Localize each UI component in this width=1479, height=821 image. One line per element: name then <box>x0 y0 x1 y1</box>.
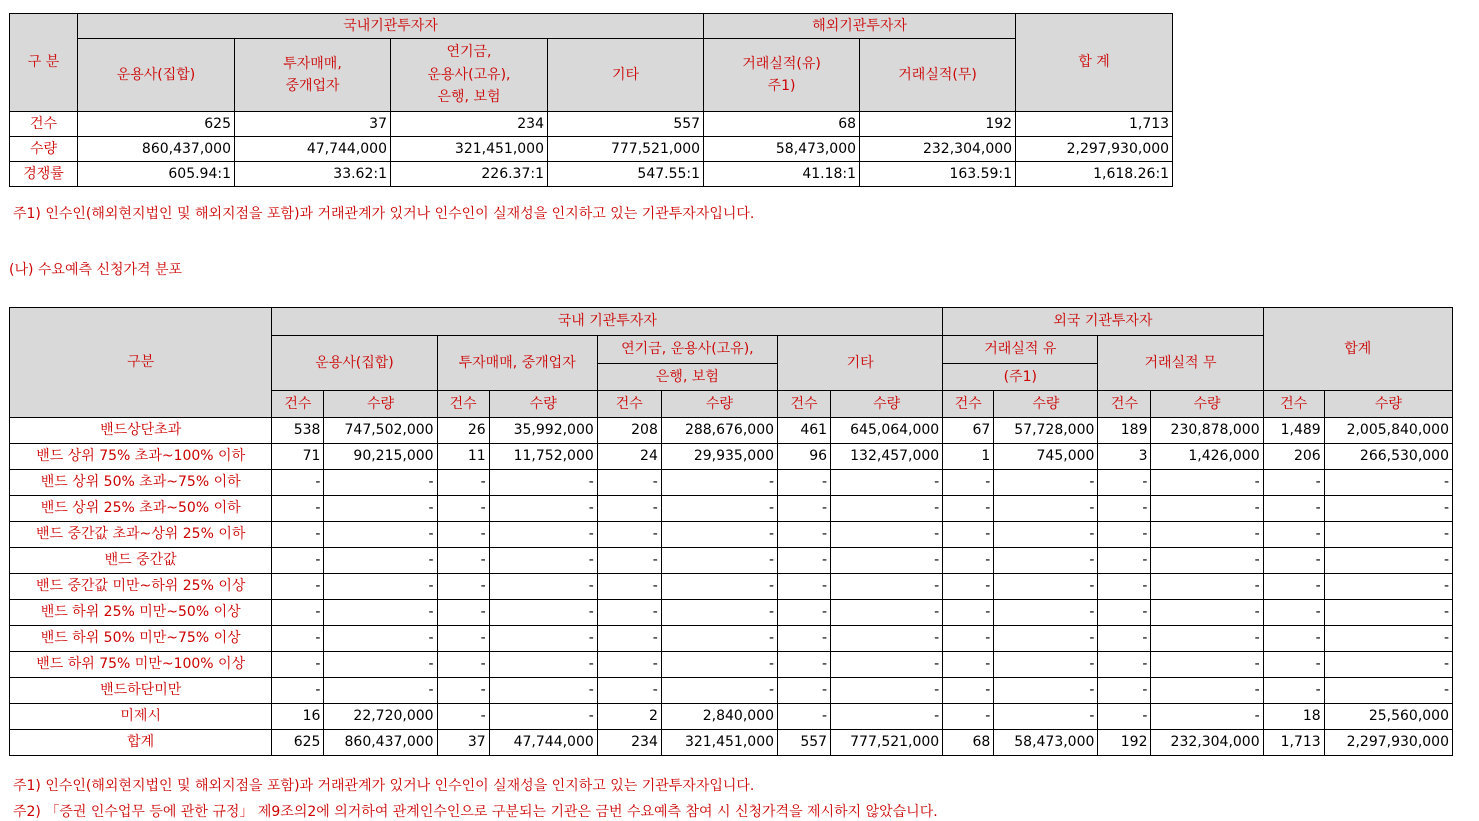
table-cell: - <box>831 522 943 548</box>
table-cell: - <box>943 574 994 600</box>
table-row <box>10 444 1453 470</box>
table-cell: - <box>994 574 1098 600</box>
table-cell: - <box>1098 574 1151 600</box>
table-cell: 605.94:1 <box>78 162 235 187</box>
table-cell: 33.62:1 <box>235 162 391 187</box>
table-row <box>10 112 1173 137</box>
table-cell: - <box>943 626 994 652</box>
table-row <box>10 418 1453 444</box>
table-row <box>10 652 1453 678</box>
subheader-count: 건수 <box>1098 391 1151 418</box>
header-pension-bank-insurance <box>597 336 777 391</box>
table-cell: - <box>1151 678 1263 704</box>
subheader-col-2: 투자매매, 중개업자 <box>235 39 391 112</box>
table-cell: 461 <box>778 418 831 444</box>
table-cell: - <box>1263 496 1324 522</box>
table-cell: 68 <box>943 730 994 756</box>
table-cell: 2,840,000 <box>661 704 777 730</box>
table-cell: - <box>1263 574 1324 600</box>
table-cell: 208 <box>597 418 661 444</box>
table-cell: - <box>778 470 831 496</box>
table-cell: - <box>994 470 1098 496</box>
table-cell: - <box>489 600 597 626</box>
table-cell: 1,618.26:1 <box>1016 162 1173 187</box>
table-cell: 18 <box>1263 704 1324 730</box>
table-row <box>10 470 1453 496</box>
table-cell: 132,457,000 <box>831 444 943 470</box>
table-cell: 163.59:1 <box>860 162 1016 187</box>
table-cell: 3 <box>1098 444 1151 470</box>
table-cell: 206 <box>1263 444 1324 470</box>
table-cell: - <box>1151 626 1263 652</box>
table-cell: - <box>489 522 597 548</box>
table-cell: - <box>661 600 777 626</box>
row-label: 밴드 중간값 <box>10 548 272 574</box>
table-cell: - <box>1098 678 1151 704</box>
row-label: 경쟁률 <box>10 162 78 187</box>
table-cell: - <box>437 522 489 548</box>
table-cell: - <box>489 470 597 496</box>
table-cell: - <box>831 548 943 574</box>
table-cell: - <box>831 496 943 522</box>
table-cell: - <box>1324 574 1452 600</box>
subheader-col-4: 기타 <box>548 39 704 112</box>
table-cell: 26 <box>437 418 489 444</box>
table-cell: - <box>437 704 489 730</box>
table-cell: - <box>1151 600 1263 626</box>
table2-note2: 주2) 「증권 인수업무 등에 관한 규정」 제9조의2에 의거하여 관계인수인으로 구분되는 기관은 금번 수요예측 참여 시 신청가격을 제시하지 않았습니다. <box>13 804 938 820</box>
table-cell: - <box>597 600 661 626</box>
subheader-count: 건수 <box>1263 391 1324 418</box>
table-cell: - <box>831 626 943 652</box>
table-cell: - <box>994 652 1098 678</box>
table-cell: - <box>778 522 831 548</box>
table-cell: - <box>1098 626 1151 652</box>
table-cell: - <box>489 704 597 730</box>
table-cell: - <box>597 678 661 704</box>
subheader-quantity: 수량 <box>1324 391 1452 418</box>
table-cell: - <box>1263 548 1324 574</box>
subheader-col-6: 거래실적(무) <box>860 39 1016 112</box>
table-cell: 47,744,000 <box>235 137 391 162</box>
table-cell: - <box>943 704 994 730</box>
table-cell: - <box>272 522 324 548</box>
table-cell: - <box>324 522 437 548</box>
table-cell: - <box>1324 496 1452 522</box>
table-cell: - <box>437 470 489 496</box>
table-cell: 234 <box>597 730 661 756</box>
table-cell: - <box>943 548 994 574</box>
table-cell: - <box>437 548 489 574</box>
table-cell: - <box>1324 652 1452 678</box>
table-cell: - <box>943 522 994 548</box>
table-cell: 11 <box>437 444 489 470</box>
table-cell: - <box>1098 496 1151 522</box>
table-cell: 11,752,000 <box>489 444 597 470</box>
table-cell: - <box>437 626 489 652</box>
row-label: 밴드 하위 75% 미만~100% 이상 <box>10 652 272 678</box>
table-cell: - <box>661 470 777 496</box>
table-cell: 1,713 <box>1263 730 1324 756</box>
table-row <box>10 574 1453 600</box>
table-cell: 266,530,000 <box>1324 444 1452 470</box>
table-cell: 232,304,000 <box>860 137 1016 162</box>
subheader-count: 건수 <box>943 391 994 418</box>
table-cell: - <box>1263 652 1324 678</box>
header-asset-manager: 운용사(집합) <box>272 336 437 391</box>
table-cell: - <box>597 626 661 652</box>
table-cell: - <box>778 652 831 678</box>
table-cell: - <box>994 548 1098 574</box>
table-cell: 57,728,000 <box>994 418 1098 444</box>
table-cell: - <box>831 600 943 626</box>
price-distribution-table <box>9 307 1453 756</box>
table-cell: - <box>437 678 489 704</box>
subheader-col-3: 연기금, 운용사(고유), 은행, 보험 <box>391 39 548 112</box>
table-cell: - <box>324 678 437 704</box>
table-cell: - <box>272 652 324 678</box>
table-cell: - <box>1263 470 1324 496</box>
table-cell: 232,304,000 <box>1151 730 1263 756</box>
table-cell: - <box>1098 548 1151 574</box>
table-cell: - <box>778 496 831 522</box>
subheader-count: 건수 <box>272 391 324 418</box>
table-cell: 226.37:1 <box>391 162 548 187</box>
table-row <box>10 137 1173 162</box>
table-cell: 58,473,000 <box>994 730 1098 756</box>
table-cell: 37 <box>437 730 489 756</box>
table-cell: - <box>661 522 777 548</box>
table-cell: 71 <box>272 444 324 470</box>
subheader-col-1: 운용사(집합) <box>78 39 235 112</box>
table-cell: - <box>272 496 324 522</box>
table-cell: - <box>1151 522 1263 548</box>
table-cell: - <box>1098 470 1151 496</box>
table-cell: 547.55:1 <box>548 162 704 187</box>
table-cell: - <box>831 678 943 704</box>
table-row <box>10 496 1453 522</box>
header-total: 합계 <box>1263 308 1452 391</box>
table-cell: - <box>943 600 994 626</box>
row-label: 밴드상단초과 <box>10 418 272 444</box>
subheader-count: 건수 <box>437 391 489 418</box>
table2-note1: 주1) 인수인(해외현지법인 및 해외지점을 포함)과 거래관계가 있거나 인수인이 실재성을 인지하고 있는 기관투자자입니다. <box>13 778 755 794</box>
table-cell: 96 <box>778 444 831 470</box>
table-cell: - <box>831 704 943 730</box>
table-cell: 321,451,000 <box>661 730 777 756</box>
table-cell: - <box>1151 652 1263 678</box>
table-cell: 22,720,000 <box>324 704 437 730</box>
table-cell: - <box>437 652 489 678</box>
table-cell: - <box>597 574 661 600</box>
table-cell: - <box>324 548 437 574</box>
table-row <box>10 548 1453 574</box>
row-label: 수량 <box>10 137 78 162</box>
table-cell: - <box>778 548 831 574</box>
table-cell: 234 <box>391 112 548 137</box>
table-cell: - <box>943 470 994 496</box>
table-cell: - <box>661 574 777 600</box>
table-cell: 2,297,930,000 <box>1324 730 1452 756</box>
table-cell: 2,297,930,000 <box>1016 137 1173 162</box>
table-cell: 860,437,000 <box>324 730 437 756</box>
table-cell: - <box>778 574 831 600</box>
table-cell: 321,451,000 <box>391 137 548 162</box>
table-cell: - <box>272 470 324 496</box>
table-cell: - <box>1098 652 1151 678</box>
table-cell: - <box>778 678 831 704</box>
table-cell: - <box>1263 522 1324 548</box>
table-cell: 68 <box>704 112 860 137</box>
table-cell: - <box>994 496 1098 522</box>
row-label: 밴드 상위 25% 초과~50% 이하 <box>10 496 272 522</box>
table-cell: - <box>324 626 437 652</box>
table-cell: 1,713 <box>1016 112 1173 137</box>
table-cell: 90,215,000 <box>324 444 437 470</box>
table-cell: 192 <box>1098 730 1151 756</box>
table-cell: 288,676,000 <box>661 418 777 444</box>
table-cell: 37 <box>235 112 391 137</box>
table-cell: - <box>324 496 437 522</box>
table-cell: - <box>437 574 489 600</box>
table-cell: - <box>597 522 661 548</box>
table-cell: - <box>831 652 943 678</box>
table-cell: 777,521,000 <box>548 137 704 162</box>
table1-note: 주1) 인수인(해외현지법인 및 해외지점을 포함)과 거래관계가 있거나 인수인이 실재성을 인지하고 있는 기관투자자입니다. <box>13 206 755 222</box>
table-cell: - <box>778 600 831 626</box>
header-total: 합 계 <box>1016 14 1173 112</box>
table-row <box>10 730 1453 756</box>
table-cell: - <box>489 548 597 574</box>
table-cell: - <box>272 600 324 626</box>
table-cell: 189 <box>1098 418 1151 444</box>
row-label: 밴드하단미만 <box>10 678 272 704</box>
table-cell: 557 <box>548 112 704 137</box>
table-cell: 25,560,000 <box>1324 704 1452 730</box>
table-row <box>10 162 1173 187</box>
table-cell: - <box>661 626 777 652</box>
table-cell: 777,521,000 <box>831 730 943 756</box>
header-with-record-line2: (주1) <box>1003 369 1037 385</box>
table-cell: - <box>778 626 831 652</box>
table-cell: - <box>272 626 324 652</box>
table-cell: - <box>661 652 777 678</box>
table-cell: 538 <box>272 418 324 444</box>
header-category: 구 분 <box>10 14 78 112</box>
header-domestic-investors: 국내 기관투자자 <box>272 308 943 336</box>
table-cell: - <box>943 678 994 704</box>
table-cell: - <box>324 652 437 678</box>
table-cell: - <box>661 548 777 574</box>
competition-table <box>9 13 1173 187</box>
table-cell: - <box>994 704 1098 730</box>
table-cell: 230,878,000 <box>1151 418 1263 444</box>
table-cell: 192 <box>860 112 1016 137</box>
table-cell: - <box>597 548 661 574</box>
table-cell: 2,005,840,000 <box>1324 418 1452 444</box>
table-cell: 41.18:1 <box>704 162 860 187</box>
table-cell: - <box>1263 600 1324 626</box>
table-cell: - <box>1151 574 1263 600</box>
header-with-record <box>943 336 1098 391</box>
subheader-quantity: 수량 <box>1151 391 1263 418</box>
table-cell: - <box>489 496 597 522</box>
table-cell: 67 <box>943 418 994 444</box>
table-cell: - <box>272 574 324 600</box>
subheader-count: 건수 <box>597 391 661 418</box>
row-label: 밴드 하위 25% 미만~50% 이상 <box>10 600 272 626</box>
table-cell: 860,437,000 <box>78 137 235 162</box>
table-cell: 1 <box>943 444 994 470</box>
row-label: 밴드 상위 75% 초과~100% 이하 <box>10 444 272 470</box>
table-cell: 29,935,000 <box>661 444 777 470</box>
table-cell: - <box>1151 548 1263 574</box>
table-cell: - <box>324 600 437 626</box>
header-without-record: 거래실적 무 <box>1098 336 1263 391</box>
table-cell: - <box>1263 678 1324 704</box>
table-cell: - <box>597 652 661 678</box>
table-cell: - <box>489 652 597 678</box>
table-cell: - <box>1151 704 1263 730</box>
table-cell: - <box>994 522 1098 548</box>
table-cell: - <box>597 470 661 496</box>
table-cell: - <box>489 678 597 704</box>
table-row <box>10 678 1453 704</box>
table-cell: 47,744,000 <box>489 730 597 756</box>
table-cell: - <box>272 548 324 574</box>
header-broker-dealer: 투자매매, 중개업자 <box>437 336 597 391</box>
table-cell: - <box>994 600 1098 626</box>
table-cell: - <box>1324 626 1452 652</box>
section-title: (나) 수요예측 신청가격 분포 <box>9 262 183 278</box>
subheader-quantity: 수량 <box>831 391 943 418</box>
row-label: 밴드 상위 50% 초과~75% 이하 <box>10 470 272 496</box>
table-cell: - <box>437 600 489 626</box>
table-row <box>10 704 1453 730</box>
header-pension-line1: 연기금, 운용사(고유), <box>598 336 777 364</box>
header-with-record-line1: 거래실적 유 <box>943 336 1097 364</box>
row-label: 미제시 <box>10 704 272 730</box>
table-cell: - <box>489 574 597 600</box>
subheader-count: 건수 <box>778 391 831 418</box>
table-cell: - <box>1263 626 1324 652</box>
table-cell: - <box>661 496 777 522</box>
table-cell: - <box>831 470 943 496</box>
header-domestic-investors: 국내기관투자자 <box>78 14 704 39</box>
header-other: 기타 <box>778 336 943 391</box>
header-pension-line2: 은행, 보험 <box>655 369 719 385</box>
table-cell: - <box>1098 704 1151 730</box>
table-cell: - <box>831 574 943 600</box>
header-category: 구분 <box>10 308 272 418</box>
table-cell: - <box>943 652 994 678</box>
table-row <box>10 600 1453 626</box>
header-foreign-investors: 해외기관투자자 <box>704 14 1016 39</box>
table-cell: - <box>778 704 831 730</box>
table-cell: - <box>994 626 1098 652</box>
subheader-col-5: 거래실적(유) 주1) <box>704 39 860 112</box>
table-cell: - <box>994 678 1098 704</box>
row-label: 합계 <box>10 730 272 756</box>
subheader-quantity: 수량 <box>489 391 597 418</box>
table-cell: 1,426,000 <box>1151 444 1263 470</box>
table-cell: - <box>1324 600 1452 626</box>
table-cell: - <box>1324 678 1452 704</box>
table-cell: 2 <box>597 704 661 730</box>
table-cell: - <box>943 496 994 522</box>
table-row <box>10 626 1453 652</box>
table-cell: 24 <box>597 444 661 470</box>
table-cell: - <box>1098 600 1151 626</box>
subheader-quantity: 수량 <box>324 391 437 418</box>
subheader-quantity: 수량 <box>661 391 777 418</box>
table-cell: - <box>1098 522 1151 548</box>
row-label: 밴드 중간값 미만~하위 25% 이상 <box>10 574 272 600</box>
subheader-quantity: 수량 <box>994 391 1098 418</box>
table-row <box>10 522 1453 548</box>
table-cell: - <box>597 496 661 522</box>
table-cell: 16 <box>272 704 324 730</box>
table-cell: 1,489 <box>1263 418 1324 444</box>
table-cell: 35,992,000 <box>489 418 597 444</box>
table-cell: 745,000 <box>994 444 1098 470</box>
row-label: 밴드 중간값 초과~상위 25% 이하 <box>10 522 272 548</box>
table-cell: - <box>437 496 489 522</box>
table-cell: 557 <box>778 730 831 756</box>
row-label: 밴드 하위 50% 미만~75% 이상 <box>10 626 272 652</box>
table-cell: - <box>1151 496 1263 522</box>
table-cell: - <box>272 678 324 704</box>
table-cell: 58,473,000 <box>704 137 860 162</box>
table-cell: - <box>1324 470 1452 496</box>
table-cell: - <box>1151 470 1263 496</box>
row-label: 건수 <box>10 112 78 137</box>
table-cell: 747,502,000 <box>324 418 437 444</box>
table-cell: - <box>324 574 437 600</box>
table-cell: - <box>1324 548 1452 574</box>
table-cell: 645,064,000 <box>831 418 943 444</box>
table-cell: - <box>661 678 777 704</box>
header-foreign-investors: 외국 기관투자자 <box>943 308 1263 336</box>
table-cell: 625 <box>272 730 324 756</box>
table-cell: - <box>324 470 437 496</box>
table-cell: 625 <box>78 112 235 137</box>
table-cell: - <box>1324 522 1452 548</box>
table-cell: - <box>489 626 597 652</box>
